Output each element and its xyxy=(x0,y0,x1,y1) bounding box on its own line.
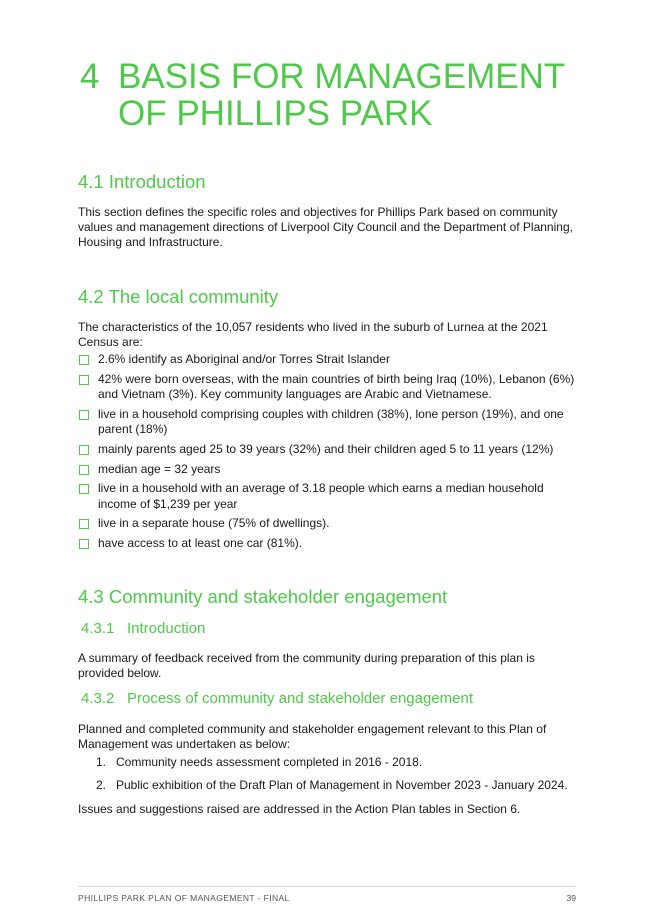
list-item xyxy=(78,372,578,402)
footer-document-title: PHILLIPS PARK PLAN OF MANAGEMENT - FINAL xyxy=(78,893,290,903)
list-item xyxy=(78,352,578,367)
list-item-text: have access to at least one car (81%). xyxy=(98,536,303,551)
list-item-text: live in a separate house (75% of dwellings). xyxy=(98,516,330,531)
step-number: 1. xyxy=(96,755,107,769)
section-4-1-heading: 4.1 Introduction xyxy=(78,171,206,192)
footer-page-number: 39 xyxy=(566,893,576,903)
checkbox-bullet-icon xyxy=(79,539,89,549)
step-text: Community needs assessment completed in 2016 - 2018. xyxy=(116,755,423,769)
list-item xyxy=(96,755,576,770)
chapter-heading xyxy=(80,58,600,132)
section-4-2-heading: 4.2 The local community xyxy=(78,286,279,307)
chapter-number: 4 xyxy=(80,57,100,96)
section-4-3-heading: 4.3 Community and stakeholder engagement xyxy=(78,586,448,607)
list-item-text: median age = 32 years xyxy=(98,461,221,476)
checkbox-bullet-icon xyxy=(79,519,89,529)
list-item-text: live in a household comprising couples with children (38%), lone person (19%), and one parent (18%) xyxy=(98,406,564,436)
checkbox-bullet-icon xyxy=(79,410,89,420)
checkbox-bullet-icon xyxy=(79,375,89,385)
list-item xyxy=(78,407,578,437)
chapter-title-line-2: OF PHILLIPS PARK xyxy=(118,94,433,133)
subsection-title: Introduction xyxy=(127,620,206,637)
characteristics-list xyxy=(78,352,578,556)
list-item-text: live in a household with an average of 3.18 people which earns a median household income of $1,239 per year xyxy=(98,481,544,511)
list-item xyxy=(78,516,578,531)
chapter-title-line-1: BASIS FOR MANAGEMENT xyxy=(118,57,566,96)
checkbox-bullet-icon xyxy=(79,465,89,475)
section-4-3-2-heading xyxy=(81,690,473,708)
checkbox-bullet-icon xyxy=(79,355,89,365)
list-item-text: mainly parents aged 25 to 39 years (32%) and their children aged 5 to 11 years (12%) xyxy=(98,441,554,456)
section-4-1-body: This section defines the specific roles and objectives for Phillips Park based on community values and management directions of Liverpool City Council and the Department of Planning, Housing and Infrastructure. xyxy=(78,205,573,250)
section-4-3-1-body: A summary of feedback received from the community during preparation of this plan is provided below. xyxy=(78,651,535,681)
section-4-2-intro: The characteristics of the 10,057 residents who lived in the suburb of Lurnea at the 2021 Census are: xyxy=(78,320,548,350)
list-item xyxy=(78,442,578,457)
list-item xyxy=(96,778,576,793)
footer-divider xyxy=(78,886,576,887)
list-item xyxy=(78,481,578,511)
checkbox-bullet-icon xyxy=(79,484,89,494)
subsection-number: 4.3.2 xyxy=(81,690,115,707)
list-item xyxy=(78,462,578,477)
section-4-3-2-closing: Issues and suggestions raised are addressed in the Action Plan tables in Section 6. xyxy=(78,802,521,816)
list-item-text: 2.6% identify as Aboriginal and/or Torres Strait Islander xyxy=(98,352,390,366)
section-4-3-1-heading xyxy=(81,620,205,638)
checkbox-bullet-icon xyxy=(79,445,89,455)
section-4-3-2-body: Planned and completed community and stakeholder engagement relevant to this Plan of Management was undertaken as below: xyxy=(78,722,547,752)
step-text: Public exhibition of the Draft Plan of Management in November 2023 - January 2024. xyxy=(116,778,568,793)
subsection-title: Process of community and stakeholder engagement xyxy=(127,690,474,707)
engagement-steps-list xyxy=(96,755,576,801)
subsection-number: 4.3.1 xyxy=(81,620,115,637)
list-item xyxy=(78,536,578,551)
list-item-text: 42% were born overseas, with the main countries of birth being Iraq (10%), Lebanon (6%) and Vietnam (3%). Key community languages are Arabic and Vietnamese. xyxy=(98,371,575,401)
step-number: 2. xyxy=(96,778,107,793)
